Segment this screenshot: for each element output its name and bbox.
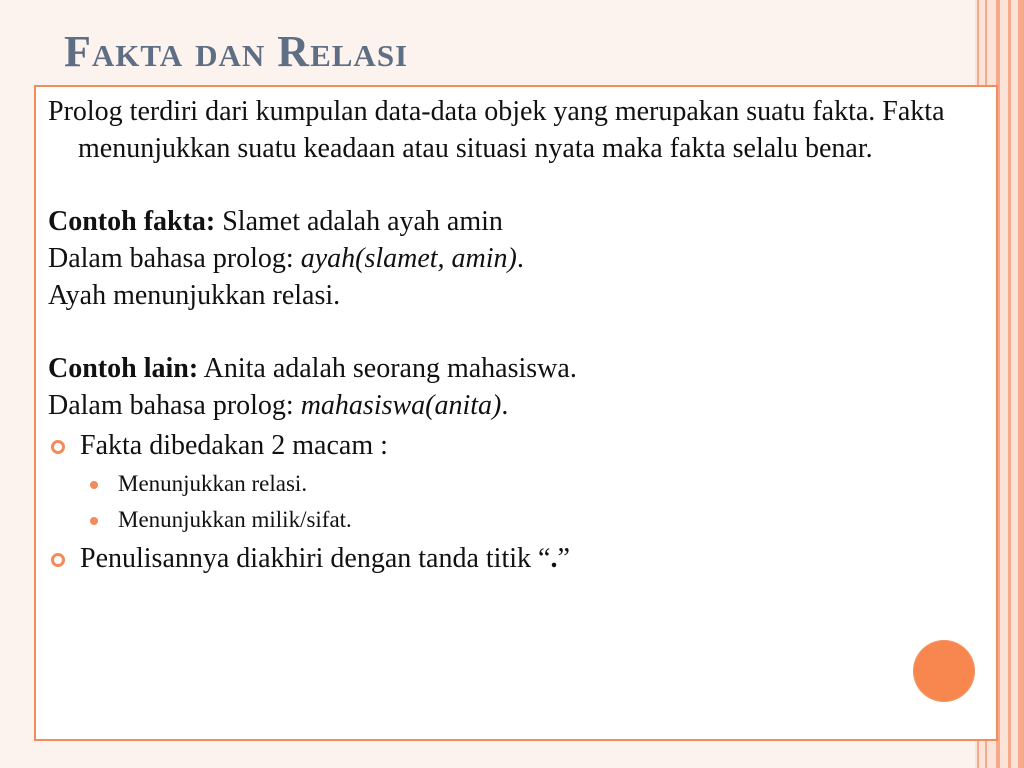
bullet-text: Fakta dibedakan 2 macam : bbox=[80, 430, 388, 461]
prolog2-line bbox=[48, 387, 948, 424]
example1-text: Slamet adalah ayah amin bbox=[215, 206, 503, 237]
prolog1-prefix: Dalam bahasa prolog: bbox=[48, 243, 301, 274]
prolog2-code: mahasiswa(anita) bbox=[300, 390, 502, 421]
sub-bullet-item bbox=[48, 504, 948, 536]
right-stripe bbox=[1008, 0, 1011, 768]
prolog2-suffix: . bbox=[501, 390, 509, 421]
example1-label: Contoh fakta: bbox=[48, 206, 216, 237]
sub-bullet-text: Menunjukkan milik/sifat. bbox=[118, 507, 352, 532]
ring-bullet-icon bbox=[51, 440, 65, 454]
example2-label: Contoh lain: bbox=[48, 353, 199, 384]
example1-line bbox=[48, 203, 948, 240]
bullet-item bbox=[48, 427, 948, 464]
sub-bullet-item bbox=[48, 468, 948, 500]
orange-circle-decoration bbox=[913, 640, 975, 702]
content-box bbox=[34, 85, 998, 741]
prolog1-suffix: . bbox=[516, 243, 524, 274]
relation-note: Ayah menunjukkan relasi. bbox=[48, 280, 341, 311]
ring-bullet-icon bbox=[51, 553, 65, 567]
bullet-item bbox=[48, 540, 948, 577]
bullet-text-after: ” bbox=[557, 543, 570, 574]
right-stripe bbox=[1018, 0, 1024, 768]
prolog1-line bbox=[48, 240, 948, 277]
intro-paragraph: Prolog terdiri dari kumpulan data-data objek yang merupakan suatu fakta. Fakta menunjukkan suatu keadaan atau situasi nyata maka fakta selalu benar. bbox=[48, 96, 945, 164]
prolog2-prefix: Dalam bahasa prolog: bbox=[48, 390, 301, 421]
dot-bullet-icon bbox=[90, 481, 98, 489]
dot-bullet-icon bbox=[90, 517, 98, 525]
sub-bullet-text: Menunjukkan relasi. bbox=[118, 471, 308, 496]
bullet-text-bold: . bbox=[550, 543, 558, 574]
example2-text: Anita adalah seorang mahasiswa. bbox=[198, 353, 577, 384]
slide-title: Fakta dan Relasi bbox=[64, 27, 409, 76]
slide-body bbox=[48, 93, 948, 580]
prolog1-code: ayah(slamet, amin) bbox=[300, 243, 517, 274]
example2-line bbox=[48, 350, 948, 387]
bullet-text-before: Penulisannya diakhiri dengan tanda titik “ bbox=[80, 543, 551, 574]
